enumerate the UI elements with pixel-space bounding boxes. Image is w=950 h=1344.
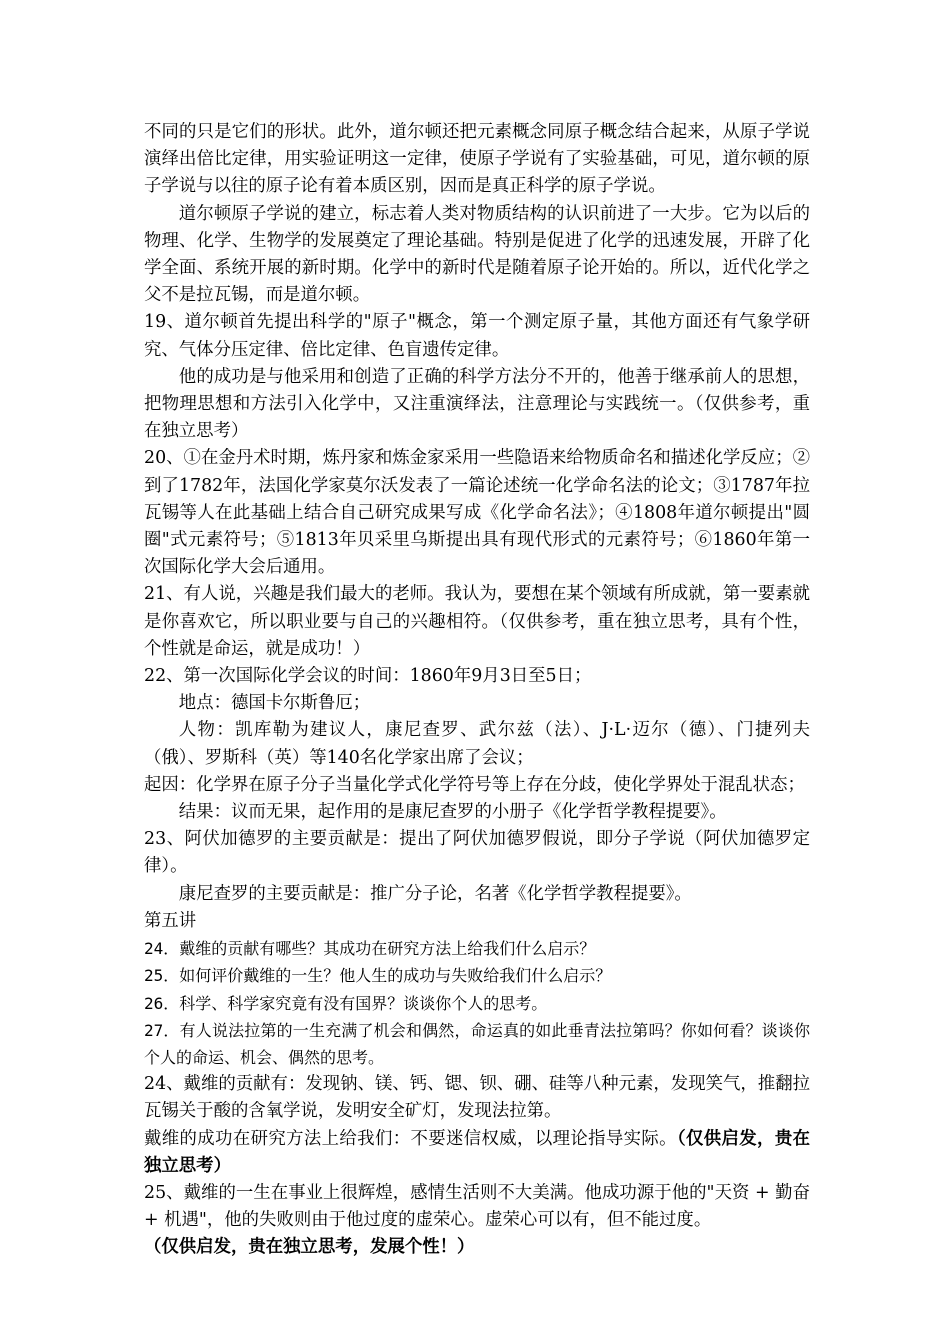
answer-22-result: 结果：议而无果，起作用的是康尼查罗的小册子《化学哲学教程提要》。 — [178, 802, 727, 823]
answer-23-cannizzaro: 康尼查罗的主要贡献是：推广分子论，名著《化学哲学教程提要》。 — [178, 883, 692, 904]
section-heading-lecture-5: 第五讲 — [144, 910, 197, 931]
paragraph-dalton-atomic-theory-end: 不同的只是它们的形状。此外，道尔顿还把元素概念同原子概念结合起来，从原子学说演绎出倍比定律，用实验证明这一定律，使原子学说有了实验基础，可见，道尔顿的原子学说与以往的原子论有着本质区别，因而是真正科学的原子学说。 — [144, 122, 810, 197]
answer-24-method — [144, 1126, 810, 1180]
answer-19-method: 他的成功是与他采用和创造了正确的科学方法分不开的，他善于继承前人的思想，把物理思想和方法引入化学中，又注重演绎法，注意理论与实践统一。（仅供参考，重在独立思考） — [144, 366, 810, 442]
answer-22-time: 22、第一次国际化学会议的时间：1860年9月3日至5日； — [144, 666, 592, 687]
question-26: 26．科学、科学家究竟有没有国界？谈谈你个人的思考。 — [144, 993, 548, 1013]
paragraph-dalton-significance: 道尔顿原子学说的建立，标志着人类对物质结构的认识前进了一大步。它为以后的物理、化学、生物学的发展奠定了理论基础。特别是促进了化学的迅速发展，开辟了化学全面、系统开展的新时期。化学中的新时代是随着原子论开始的。所以，近代化学之父不是拉瓦锡，而是道尔顿。 — [144, 203, 810, 306]
answer-19: 19、道尔顿首先提出科学的"原子"概念，第一个测定原子量，其他方面还有气象学研究、气体分压定律、倍比定律、色盲遗传定律。 — [144, 312, 810, 360]
answer-25-note: （仅供启发，贵在独立思考，发展个性！） — [144, 1237, 475, 1258]
answer-21: 21、有人说，兴趣是我们最大的老师。我认为，要想在某个领域有所成就，第一要素就是你喜欢它，所以职业要与自己的兴趣相符。（仅供参考，重在独立思考，具有个性，个性就是命运，就是成功！） — [144, 584, 810, 659]
document-page — [144, 119, 810, 1262]
question-27: 27．有人说法拉第的一生充满了机会和偶然，命运真的如此垂青法拉第吗？你如何看？谈谈你个人的命运、机会、偶然的思考。 — [144, 1020, 810, 1067]
answer-23: 23、阿伏加德罗的主要贡献是：提出了阿伏加德罗假说，即分子学说（阿伏加德罗定律）。 — [144, 829, 810, 877]
answer-24-method-text: 戴维的成功在研究方法上给我们：不要迷信权威，以理论指导实际。 — [144, 1128, 677, 1149]
answer-25: 25、戴维的一生在事业上很辉煌，感情生活则不大美满。他成功源于他的"天资 + 勤奋 + 机遇"，他的失败则由于他过度的虚荣心。虚荣心可以有，但不能过度。 — [144, 1182, 810, 1231]
answer-20: 20、①在金丹术时期，炼丹家和炼金家采用一些隐语来给物质命名和描述化学反应；②到了1782年，法国化学家莫尔沃发表了一篇论述统一化学命名法的论文；③1787年拉瓦锡等人在此基础上结合自己研究成果写成《化学命名法》；④1808年道尔顿提出"圆圈"式元素符号；⑤1813年贝采里乌斯提出具有现代形式的元素符号；⑥1860年第一次国际化学大会后通用。 — [144, 448, 810, 578]
question-25: 25．如何评价戴维的一生？他人生的成功与失败给我们什么启示？ — [144, 966, 612, 986]
answer-22-cause: 起因：化学界在原子分子当量化学式化学符号等上存在分歧，使化学界处于混乱状态； — [144, 774, 805, 795]
answer-24-note: （仅供启发，贵在独立思考） — [144, 1128, 810, 1176]
answer-22-place: 地点：德国卡尔斯鲁厄； — [178, 693, 371, 714]
question-24: 24．戴维的贡献有哪些？其成功在研究方法上给我们什么启示？ — [144, 939, 596, 959]
answer-22-people: 人物：凯库勒为建议人，康尼查罗、武尔兹（法）、J·L·迈尔（德）、门捷列夫（俄）、罗斯科（英）等140名化学家出席了会议； — [144, 720, 810, 768]
answer-24: 24、戴维的贡献有：发现钠、镁、钙、锶、钡、硼、硅等八种元素，发现笑气，推翻拉瓦锡关于酸的含氧学说，发明安全矿灯，发现法拉第。 — [144, 1074, 810, 1122]
